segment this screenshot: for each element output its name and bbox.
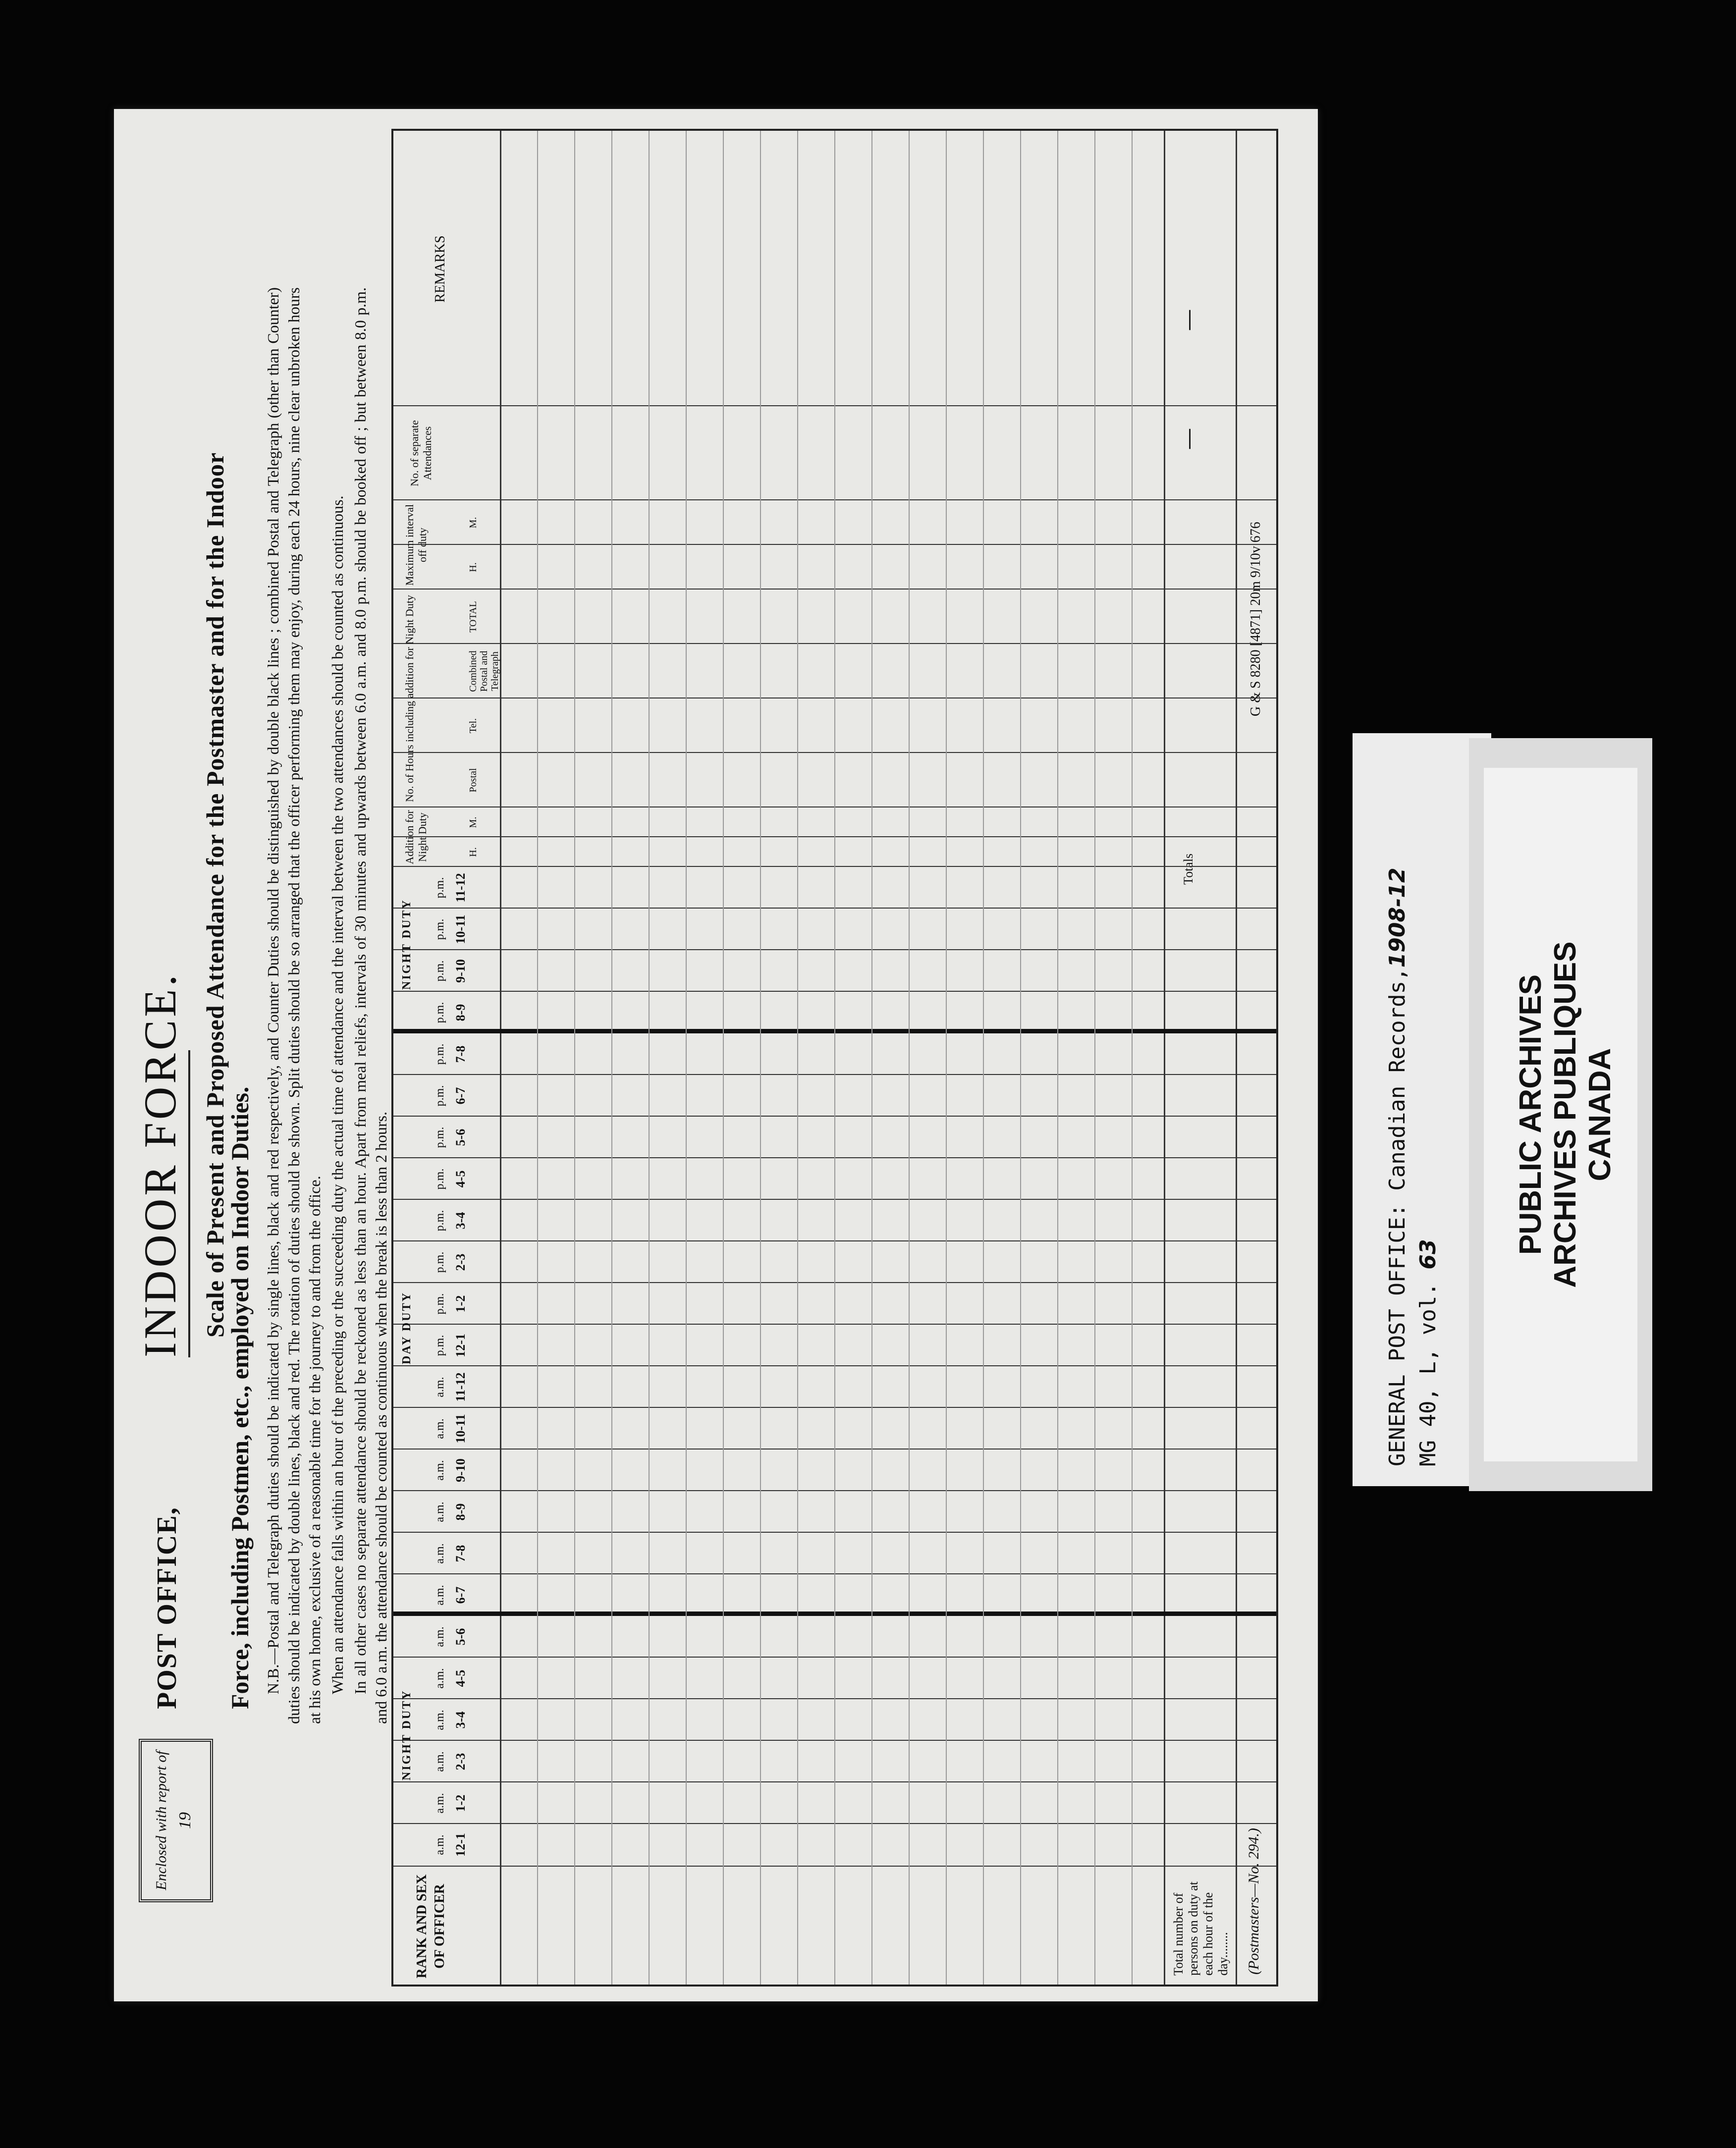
row-rule bbox=[760, 131, 761, 1985]
hours-sublabel: Combined Postal and Telegraph bbox=[468, 650, 500, 692]
archives-stamp bbox=[1469, 738, 1652, 1491]
hour-ampm: p.m. bbox=[434, 1168, 446, 1190]
note-paragraph: N.B.—Postal and Telegraph duties should be indicated by single lines, black and red respectively, and Counter Duties should be distinguished by double black lines ; combined Postal and Telegraph (other than Counter) duties should be indicated by double lines, black and red. The rotation of duties should be shown. Split duties should be so arranged that the officer performing them may enjoy, during each 24 hours, nine clear unbroken hours at his own home, exclusive of a reasonable time for the journey to and from the office. bbox=[264, 287, 324, 1724]
hour-ampm: a.m. bbox=[434, 1585, 446, 1606]
totals-label: Total number of persons on duty at each hour of the day........ bbox=[1171, 1881, 1230, 1976]
hour-range: 1-2 bbox=[453, 1794, 468, 1812]
title-rule bbox=[188, 1050, 190, 1357]
hour-range: 5-6 bbox=[453, 1128, 468, 1146]
hour-header bbox=[433, 867, 468, 909]
hour-ampm: a.m. bbox=[434, 1377, 446, 1397]
hour-ampm: a.m. bbox=[434, 1710, 446, 1730]
stamp-line-1: PUBLIC ARCHIVES bbox=[1514, 974, 1548, 1255]
hour-range: 10-11 bbox=[453, 914, 468, 944]
row-rule bbox=[1057, 131, 1058, 1985]
stamp-line-2: ARCHIVES PUBLIQUES bbox=[1548, 941, 1582, 1288]
page-title: INDOOR FORCE. bbox=[135, 971, 185, 1357]
addition-sublabel: H. bbox=[468, 847, 479, 857]
enclosed-box bbox=[139, 1739, 213, 1902]
attendances-header: No. of separate Attendances bbox=[408, 420, 434, 486]
hour-range: 4-5 bbox=[453, 1170, 468, 1188]
hour-ampm: p.m. bbox=[434, 1251, 446, 1273]
hour-header bbox=[433, 909, 468, 950]
row-rule bbox=[797, 131, 798, 1985]
hour-header bbox=[433, 1699, 468, 1741]
hour-range: 9-10 bbox=[453, 959, 468, 983]
printer-code: G & S 8280 [4871] 20m 9/10v 676 bbox=[1248, 522, 1263, 716]
addition-header: Addition for Night Duty bbox=[403, 810, 429, 864]
hour-range: 12-1 bbox=[453, 1334, 468, 1357]
hour-ampm: a.m. bbox=[434, 1626, 446, 1647]
post-office-label: POST OFFICE, bbox=[152, 1506, 182, 1709]
row-rule bbox=[983, 131, 984, 1985]
hour-range: 3-4 bbox=[453, 1212, 468, 1230]
hour-ampm: p.m. bbox=[434, 1043, 446, 1065]
dash-mark: — bbox=[1177, 310, 1199, 330]
attendance-table bbox=[391, 129, 1278, 1987]
hour-range: 1-2 bbox=[453, 1295, 468, 1313]
duty-group-label: NIGHT DUTY bbox=[400, 899, 413, 990]
hour-range: 12-1 bbox=[453, 1833, 468, 1857]
row-rule bbox=[611, 131, 612, 1985]
hour-range: 5-6 bbox=[453, 1628, 468, 1646]
hour-header bbox=[433, 1491, 468, 1533]
row-rule bbox=[723, 131, 724, 1985]
hour-range: 10-11 bbox=[453, 1414, 468, 1444]
hours-header: No. of Hours including addition for Night Duty bbox=[403, 595, 416, 802]
hour-ampm: a.m. bbox=[434, 1543, 446, 1564]
row-rule bbox=[574, 131, 575, 1985]
note-paragraph: In all other cases no separate attendance should be reckoned as less than an hour. Apart from meal reliefs, intervals of 30 minutes and upwards between 6.0 a.m. and 8.0 p.m. should be booked off ; but between 8.0 p.m. and 6.0 a.m. the attendance should be counted as continuous when the break is less than 2 hours. bbox=[351, 287, 390, 1724]
hour-ampm: p.m. bbox=[434, 918, 446, 940]
hour-ampm: p.m. bbox=[434, 1127, 446, 1148]
form-subtitle-2: Force, including Postmen, etc., employed on Indoor Duties. bbox=[226, 1086, 254, 1709]
hour-header bbox=[433, 1741, 468, 1782]
hour-header bbox=[433, 950, 468, 992]
hour-header bbox=[433, 1075, 468, 1117]
interval-sublabel: H. bbox=[468, 562, 479, 572]
row-rule bbox=[1020, 131, 1021, 1985]
slip-line-2-text: MG 40, L, vol. bbox=[1415, 1283, 1441, 1466]
row-rule bbox=[537, 131, 538, 1985]
hour-header bbox=[433, 1450, 468, 1491]
hour-range: 3-4 bbox=[453, 1711, 468, 1729]
duty-group-label: NIGHT DUTY bbox=[400, 1689, 413, 1780]
form-number: (Postmasters—No. 294.) bbox=[1246, 1828, 1262, 1975]
row-rule bbox=[871, 131, 872, 1985]
hour-ampm: p.m. bbox=[434, 1002, 446, 1023]
hour-ampm: a.m. bbox=[434, 1793, 446, 1814]
stamp-line-3: CANADA bbox=[1583, 1048, 1617, 1181]
row-rule bbox=[686, 131, 687, 1985]
hour-ampm: a.m. bbox=[434, 1751, 446, 1772]
hour-range: 7-8 bbox=[453, 1045, 468, 1063]
hour-header bbox=[433, 1574, 468, 1616]
row-rule bbox=[834, 131, 835, 1985]
hour-range: 8-9 bbox=[453, 1004, 468, 1021]
totals-word: Totals bbox=[1181, 853, 1195, 885]
form-subtitle: Scale of Present and Proposed Attendance for the Postmaster and for the Indoor bbox=[201, 452, 229, 1338]
hour-header bbox=[433, 1325, 468, 1366]
slip-line-1 bbox=[1382, 748, 1413, 1466]
addition-sublabel: M. bbox=[468, 816, 479, 828]
hour-header bbox=[433, 1824, 468, 1866]
hour-ampm: a.m. bbox=[434, 1460, 446, 1481]
hour-range: 4-5 bbox=[453, 1669, 468, 1687]
hour-range: 9-10 bbox=[453, 1458, 468, 1482]
hour-range: 11-12 bbox=[453, 1372, 468, 1402]
enclosed-label: Enclosed with report of bbox=[153, 1751, 169, 1890]
hour-ampm: a.m. bbox=[434, 1834, 446, 1855]
hours-sublabel: TOTAL bbox=[468, 601, 479, 633]
hour-range: 6-7 bbox=[453, 1087, 468, 1105]
hours-sublabel: Postal bbox=[468, 768, 479, 793]
hour-ampm: p.m. bbox=[434, 1335, 446, 1356]
scanned-form bbox=[114, 109, 1318, 2001]
instructions-notes bbox=[263, 287, 393, 1724]
slip-years: 1908-12 bbox=[1385, 867, 1410, 968]
row-rule bbox=[946, 131, 947, 1985]
hours-sublabel: Tel. bbox=[468, 718, 479, 734]
hour-range: 2-3 bbox=[453, 1753, 468, 1771]
hour-header bbox=[433, 1283, 468, 1325]
hour-range: 6-7 bbox=[453, 1586, 468, 1604]
hour-range: 8-9 bbox=[453, 1503, 468, 1521]
hour-ampm: p.m. bbox=[434, 1085, 446, 1107]
hour-header bbox=[433, 1200, 468, 1241]
hour-header bbox=[433, 1408, 468, 1450]
hour-header bbox=[433, 1033, 468, 1075]
remarks-header: REMARKS bbox=[433, 235, 448, 303]
hour-header bbox=[433, 992, 468, 1033]
hour-header bbox=[433, 1158, 468, 1200]
slip-line-2 bbox=[1413, 748, 1444, 1466]
row-rule bbox=[909, 131, 910, 1985]
slip-line-1-text: GENERAL POST OFFICE: Canadian Records, bbox=[1385, 967, 1410, 1466]
hour-header bbox=[433, 1616, 468, 1658]
dash-mark: — bbox=[1177, 429, 1199, 449]
row-rule bbox=[1132, 131, 1133, 1985]
hour-header bbox=[433, 1533, 468, 1574]
hour-range: 2-3 bbox=[453, 1253, 468, 1271]
row-rule bbox=[649, 131, 650, 1985]
hour-ampm: p.m. bbox=[434, 877, 446, 899]
hour-ampm: p.m. bbox=[434, 960, 446, 982]
hour-range: 11-12 bbox=[453, 873, 468, 903]
hour-range: 7-8 bbox=[453, 1545, 468, 1562]
note-paragraph: When an attendance falls within an hour of the preceding or the succeeding duty the actual time of attendance and the interval between the two attendances should be counted as continuous. bbox=[328, 495, 346, 1694]
hour-header bbox=[433, 1241, 468, 1283]
hour-header bbox=[433, 1117, 468, 1158]
hour-header bbox=[433, 1366, 468, 1408]
interval-sublabel: M. bbox=[468, 517, 479, 529]
slip-volume: 63 bbox=[1415, 1239, 1441, 1270]
row-rule bbox=[1094, 131, 1095, 1985]
hour-ampm: a.m. bbox=[434, 1502, 446, 1522]
interval-header: Maximum interval off duty bbox=[403, 504, 429, 586]
duty-group-label: DAY DUTY bbox=[400, 1291, 413, 1364]
hour-header bbox=[433, 1658, 468, 1699]
enclosed-year: 19 bbox=[176, 1812, 194, 1829]
hour-header bbox=[433, 1782, 468, 1824]
hour-ampm: a.m. bbox=[434, 1418, 446, 1439]
hour-ampm: p.m. bbox=[434, 1293, 446, 1315]
hour-ampm: p.m. bbox=[434, 1210, 446, 1232]
rank-header: RANK AND SEX OF OFFICER bbox=[414, 1874, 447, 1979]
hour-ampm: a.m. bbox=[434, 1668, 446, 1689]
